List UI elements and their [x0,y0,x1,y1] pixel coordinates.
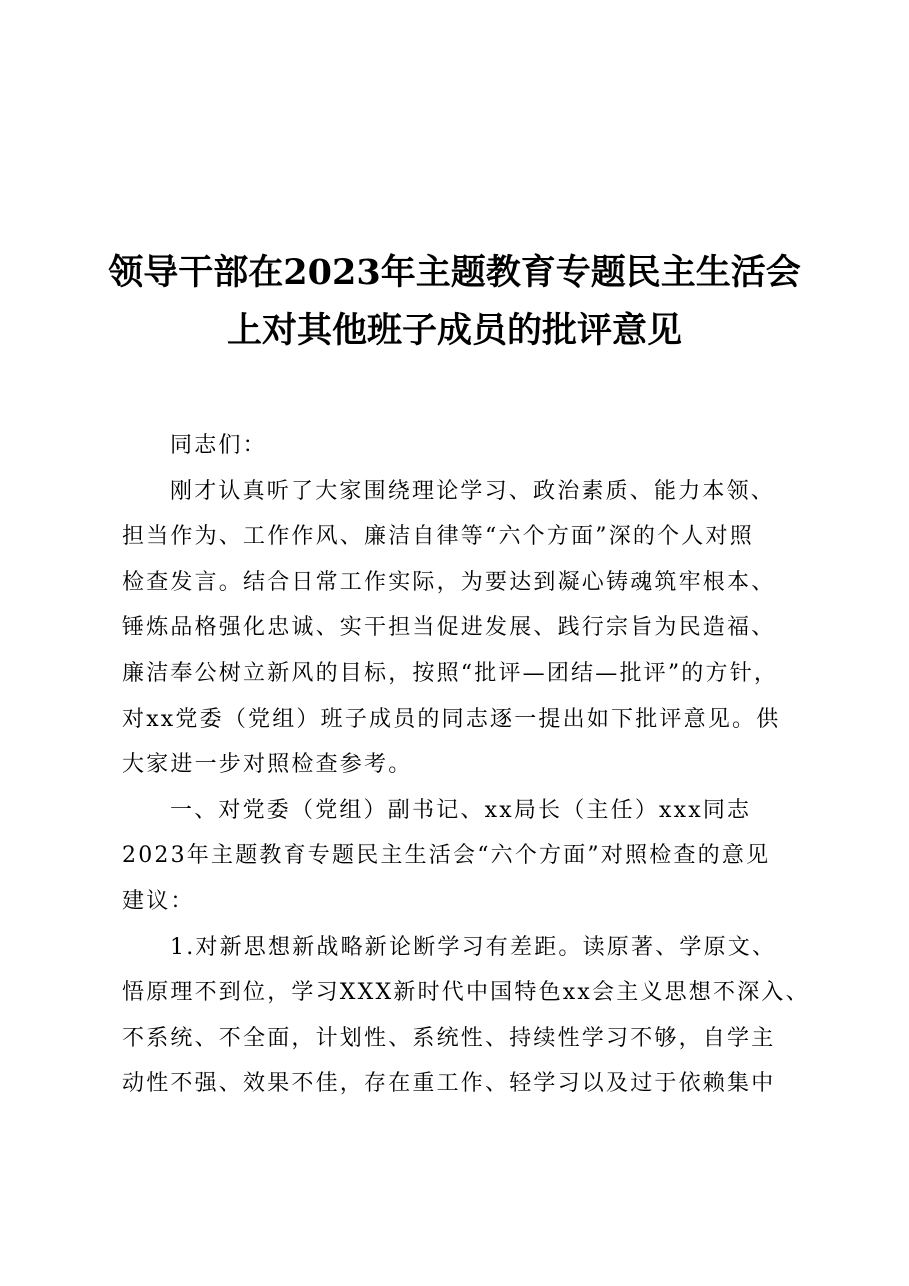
document-title [100,244,809,360]
paragraph-1-line-6: 对xx党委（党组）班子成员的同志逐一提出如下批评意见。供 [122,706,781,732]
paragraph-1-line-1: 刚才认真听了大家围绕理论学习、政治素质、能力本领、 [170,478,776,504]
document-body [122,427,810,1111]
title-line-2: 上对其他班子成员的批评意见 [226,310,682,351]
paragraph-1-line-5: 廉洁奉公树立新风的目标，按照“批评—团结—批评”的方针， [122,660,779,686]
item-1-line-1: 1.对新思想新战略新论断学习有差距。读原著、学原文、 [170,934,777,960]
item-1-line-4: 动性不强、效果不佳，存在重工作、轻学习以及过于依赖集中 [122,1071,776,1097]
paragraph-1-line-3: 检查发言。结合日常工作实际，为要达到凝心铸魂筑牢根本、 [122,569,776,595]
paragraph-1-line-2: 担当作为、工作作风、廉洁自律等“六个方面”深的个人对照 [122,524,754,550]
paragraph-1-line-7: 大家进一步对照检查参考。 [122,752,413,778]
title-line-1: 领导干部在2023年主题教育专题民主生活会 [108,252,801,293]
salutation: 同志们： [170,433,267,458]
paragraph-1-line-4: 锤炼品格强化忠诚、实干担当促进发展、践行宗旨为民造福、 [122,615,776,641]
section-1-heading-line-2: 2023年主题教育专题民主生活会“六个方面”对照检查的意见 [122,843,771,869]
section-1-heading-line-3: 建议： [122,888,195,914]
section-1-heading-line-1: 一、对党委（党组）副书记、xx局长（主任）xxx同志 [170,797,752,823]
item-1-line-2: 悟原理不到位，学习XXX新时代中国特色xx会主义思想不深入、 [122,980,810,1006]
item-1-line-3: 不系统、不全面，计划性、系统性、持续性学习不够，自学主 [122,1025,776,1051]
